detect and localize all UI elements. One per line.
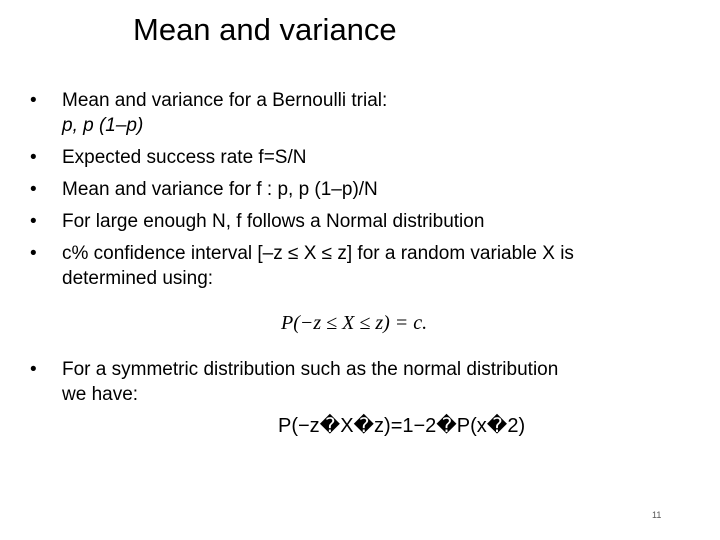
bullet-text-cont: p, p (1–p) [62, 115, 144, 136]
bullet-item [30, 241, 680, 291]
bullet-text-cont: we have: [62, 384, 139, 405]
confidence-formula: P(−z ≤ X ≤ z) = c. [281, 312, 428, 334]
bullet-glyph: • [30, 359, 37, 380]
bullet-text: Expected success rate f=S/N [62, 147, 307, 168]
bullet-item [30, 209, 680, 234]
bullet-text: Mean and variance for a Bernoulli trial: [62, 90, 388, 111]
bullet-glyph: • [30, 147, 37, 168]
symmetric-formula: P(−z�X�z)=1−2�P(x�2) [278, 415, 526, 437]
bullet-glyph: • [30, 211, 37, 232]
bullet-text: For large enough N, f follows a Normal distribution [62, 211, 485, 232]
bullet-list [30, 88, 680, 298]
bullet-text: For a symmetric distribution such as the normal distribution [62, 359, 559, 380]
bullet-glyph: • [30, 243, 37, 264]
slide-title: Mean and variance [133, 12, 397, 47]
bullet-text: c% confidence interval [–z ≤ X ≤ z] for a random variable X is [62, 243, 574, 264]
bullet-item-symmetric [30, 357, 680, 407]
page-number: 11 [652, 510, 662, 520]
bullet-item [30, 88, 680, 138]
bullet-text-cont: determined using: [62, 268, 214, 289]
bullet-text: Mean and variance for f : p, p (1–p)/N [62, 179, 378, 200]
bullet-glyph: • [30, 90, 37, 111]
bullet-item [30, 177, 680, 202]
bullet-item [30, 145, 680, 170]
bullet-glyph: • [30, 179, 37, 200]
